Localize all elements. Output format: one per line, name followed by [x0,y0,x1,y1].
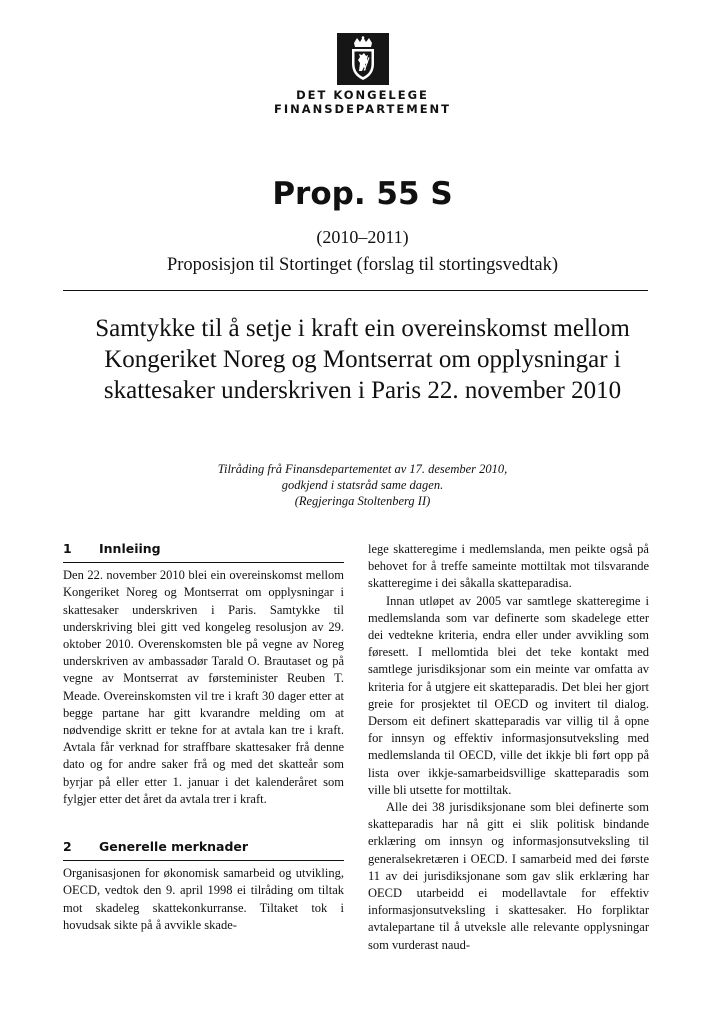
title-divider [63,290,648,291]
document-title: Samtykke til å setje i kraft ein overeinskomst mellom Kongeriket Noreg og Montserrat om opplysningar i skattesaker underskriven i Paris 22. november 2010 [95,315,630,404]
paragraph: Organisasjonen for økonomisk samarbeid og utvikling, OECD, vedtok den 9. april 1998 ei tilråding om tiltak mot skadeleg skattekonkurranse. Tiltaket tok i hovudsak sikte på å avvikle skade- [63,866,344,932]
left-column [63,540,344,934]
norwegian-coat-of-arms-icon [337,33,389,85]
proposition-number: Prop. 55 S [272,176,453,212]
section-heading-1 [63,540,344,563]
department-name-line2: FINANSDEPARTEMENT [273,102,452,116]
paragraph-continued: lege skatteregime i medlemslanda, men peikte også på behovet for å treffe sameinte mottiltak mot tilsvarande skatteregime i dei såkalla skatteparadisa. [368,542,649,591]
recommendation-line1: Tilråding frå Finansdepartementet av 17. desember 2010, [217,462,508,476]
recommendation-line3: (Regjeringa Stoltenberg II) [294,494,431,508]
section-heading-2 [63,838,344,861]
paragraph: Alle dei 38 jurisdiksjonane som blei definerte som skatteparadis har nå gitt ei slik politisk bindande erklæring om innsyn og informasjonsutveksling til generalsekretæren i OECD. I samarbeid med dei første 11 av dei jurisdiksjonane som gav slik erklæring har OECD utarbeidd ei modellavtale for effektiv informasjonsutveksling i skattesaker. Ho forpliktar avtalepartane til å utveksle alle relevante opplysningar som vurderast naud- [368,800,649,952]
recommendation-note [0,461,725,509]
session-years: (2010–2011) [316,227,409,247]
recommendation-line2: godkjend i statsråd same dagen. [281,478,444,492]
paragraph: Den 22. november 2010 blei ein overeinskomst mellom Kongeriket Noreg og Montserrat om opplysningar i skattesaker underskriven i Paris. Samtykke til underskriving blei gitt ved kongeleg resolusjon av 29. oktober 2010. Overenskomsten ble på vegne av Noreg underskriven av ambassadør Tarald O. Brautaset og på vegne av Montserrat av førsteminister Reuben T. Meade. Overeinskomsten vil tre i kraft 30 dager etter at begge partane har gitt kvarandre melding om at nødvendige skritt er tekne for at avtala kan tre i kraft. Avtala får verknad for straffbare skattesaker frå denne dato og for andre saker frå og med det skatteår som byrjar på eller etter 1. januar i det kalenderåret som fylgjer etter det året da avtala trer i kraft. [63,568,344,806]
section-title: Generelle merknader [99,839,249,855]
document-subtitle: Proposisjon til Stortinget (forslag til stortingsvedtak) [166,255,559,275]
paragraph: Innan utløpet av 2005 var samtlege skatteregime i medlemslanda som var definerte som skadelege etter dei vedtekne kriteria, endra eller under avvikling som føresett. I mellomtida blei det teke kontakt med samtlege jurisdiksjonar som ein meinte var omfatta av kriteria for å utgjere eit skatteparadis. Det blei her gjort greie for prosjektet til OECD og invitert til dialog. Dersom eit definert skatteparadis var villig til å opne for innsyn og effektiv informasjonsutveksling med medlemslanda til OECD, ville det ikkje bli ført opp på lista over ikkje-samarbeidsvillige skatteparadis som ville bli utsette for mottiltak. [368,593,649,797]
section-number: 1 [63,541,72,556]
section-number: 2 [63,839,72,855]
right-column [368,541,649,954]
department-name-line1: DET KONGELEGE [296,88,429,102]
section-title: Innleiing [99,541,161,556]
